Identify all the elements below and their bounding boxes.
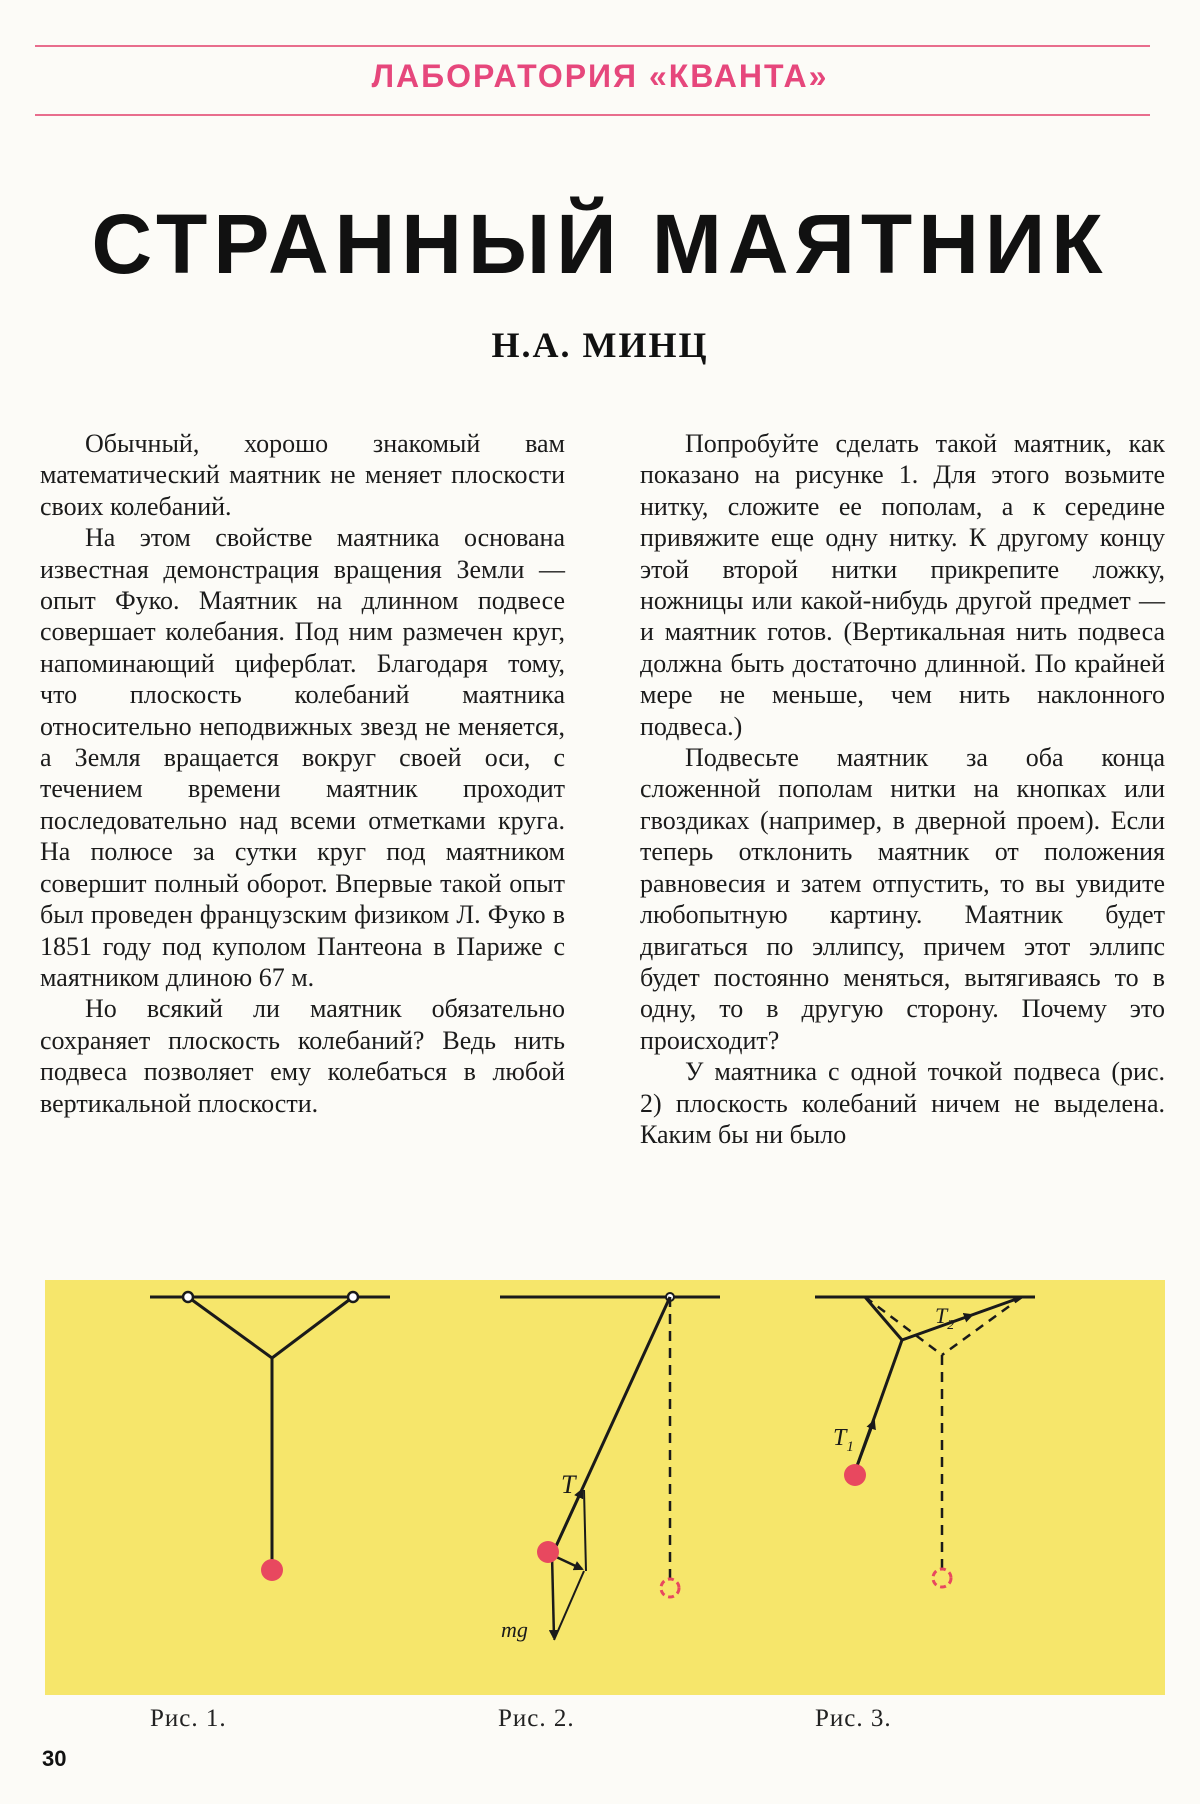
paragraph: У маятника с одной точкой подвеса (рис. 2) плоскость колебаний ничем не выделена. Каким бы ни было [640,1057,1165,1149]
figure-3-caption: Рис. 3. [815,1705,892,1732]
gravity-vector [552,1555,554,1638]
article-author: Н.А. МИНЦ [491,325,709,365]
figure-2-caption: Рис. 2. [498,1705,575,1732]
paragraph: Попробуйте сделать такой маятник, как показано на рисунке 1. Для этого возьмите нитку, сложите ее пополам, а к середине привяжите еще одну нитку. К другому концу этой второй нитки прикрепите ложку, ножницы или какой-нибудь другой предмет — и маятник готов. (Вертикальная нить подвеса должна быть достаточно длинной. По крайней мере не меньше, чем нить наклонного подвеса.) [640,429,1165,741]
equilibrium-bob [661,1579,679,1597]
figure-panel [45,1280,1165,1695]
bottom-rule [35,114,1150,116]
pivot-point [348,1292,358,1302]
thread-right [272,1297,353,1358]
pivot-point [183,1292,193,1302]
section-rubric: ЛАБОРАТОРИЯ «КВАНТА» [371,58,829,94]
construction-line [584,1490,586,1571]
pendulum-figures [45,1280,1165,1695]
figure-1-y-pendulum [150,1292,390,1581]
thread-left [188,1297,272,1358]
text-column-left [40,428,565,1119]
thread-left [865,1297,902,1340]
equilibrium-bob [933,1569,951,1587]
tension-label: T [561,1470,576,1499]
pendulum-bob [844,1464,866,1486]
pendulum-bob [537,1541,559,1563]
t1-label: $T_1$ [833,1425,854,1455]
paragraph: Обычный, хорошо знакомый вам математический маятник не меняет плоскости своих колебаний. [40,429,565,521]
paragraph: Подвесьте маятник за оба конца сложенной пополам нитки на кнопках или гвоздиках (например, в дверной проем). Если теперь отклонить маятник от положения равновесия и затем отпустить, то вы увидите любопытную картину. Маятник будет двигаться по эллипсу, причем этот эллипс будет постоянно меняться, вытягиваясь то в одну, то в другую сторону. Почему это происходит? [640,743,1165,1055]
paragraph: На этом свойстве маятника основана известная демонстрация вращения Земли — опыт Фуко. Маятник на длинном подвесе совершает колебания. Под ним размечен круг, напоминающий циферблат. Благодаря тому, что плоскость колебаний маятника относительно неподвижных звезд не меняется, а Земля вращается вокруг своей оси, с течением времени маятник проходит последовательно над всеми отметками круга. На полюсе за сутки круг под маятником совершит полный оборот. Впервые такой опыт был проведен французским физиком Л. Фуко в 1851 году под куполом Пантеона в Париже с маятником длиною 67 м. [40,523,565,992]
construction-line [554,1571,584,1640]
paragraph: Но всякий ли маятник обязательно сохраняет плоскость колебаний? Ведь нить подвеса позволяет ему колебаться в любой вертикальной плоскости. [40,994,565,1118]
pendulum-bob [261,1559,283,1581]
figure-1-caption: Рис. 1. [150,1705,227,1732]
figure-2-simple-pendulum [500,1293,720,1642]
article-title: СТРАННЫЙ МАЯТНИК [91,197,1109,291]
figure-3-y-pendulum-forces [815,1297,1035,1587]
top-rule [35,45,1150,47]
gravity-label: mg [501,1617,528,1642]
text-column-right [640,428,1165,1150]
t2-label: $T_2$ [935,1303,955,1333]
equilibrium-thread [865,1297,942,1355]
page-number: 30 [42,1746,67,1771]
